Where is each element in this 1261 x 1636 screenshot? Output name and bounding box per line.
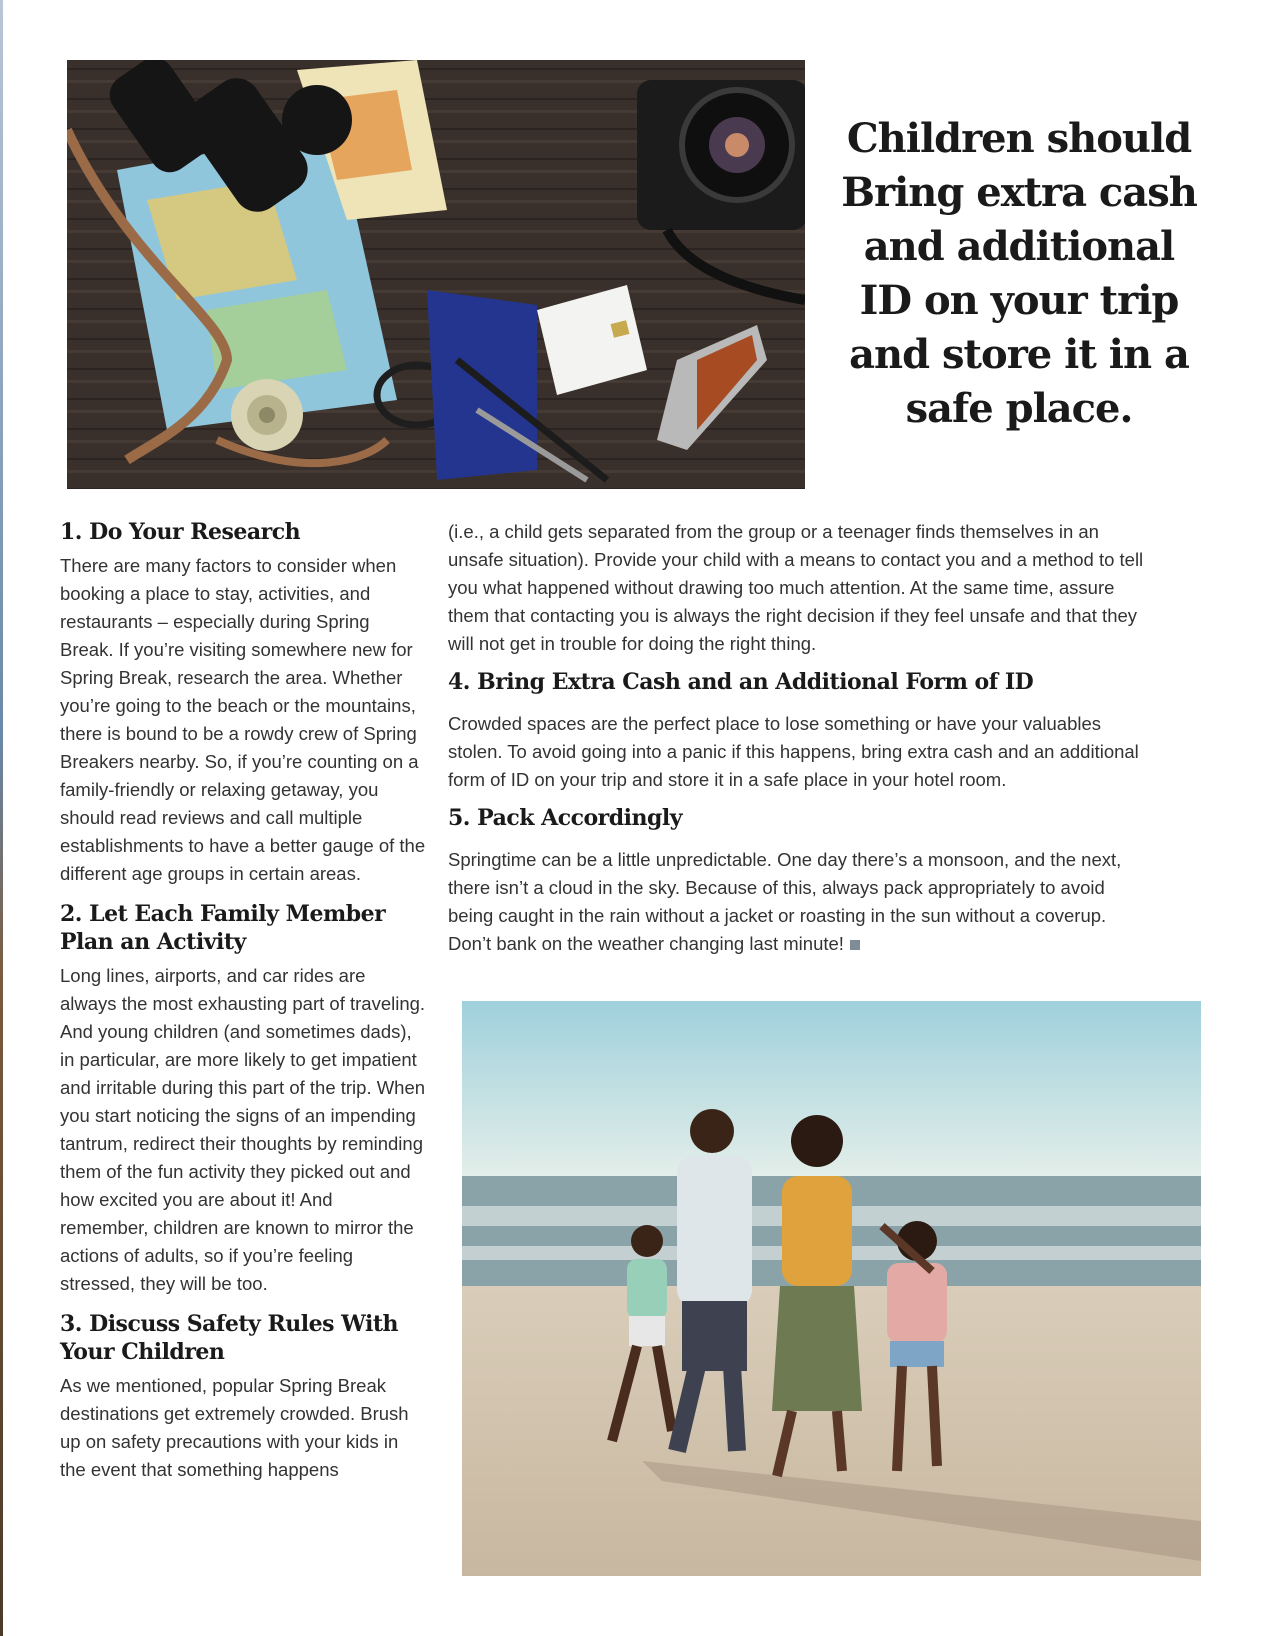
- travel-items-illustration: [67, 60, 805, 489]
- section-body-research: There are many factors to consider when booking a place to stay, activities, and restaurants – especially during Spring Break. If you’re visiting somewhere new for Spring Break, research the area. Whether you’re going to the beach or the mountains, there is bound to be a rowdy crew of Spring Breakers nearby. So, if you’re counting on a family-friendly or relaxing getaway, you should read reviews and call multiple establishments to have a better gauge of the different age groups in certain areas.: [60, 555, 426, 884]
- section-body-activity: Long lines, airports, and car rides are always the most exhausting part of traveling. And young children (and sometimes dads), in particular, are more likely to get impatient and irritable during this part of the trip. When you start noticing the signs of an impending tantrum, redirect their thoughts by reminding them of the fun activity they picked out and how excited you are about it! And remember, children are known to mirror the actions of adults, so if you’re feeling stressed, they will be too.: [60, 965, 426, 1294]
- section-heading-pack: 5. Pack Accordingly: [448, 805, 683, 831]
- section-heading-cash-id: 4. Bring Extra Cash and an Additional Form of ID: [448, 669, 1034, 695]
- section-heading-research: 1. Do Your Research: [60, 519, 301, 545]
- end-of-article-mark: [850, 940, 860, 950]
- section-body-safety: As we mentioned, popular Spring Break destinations get extremely crowded. Brush up on safety precautions with your kids in the event that something happens: [60, 1375, 409, 1480]
- section-body-pack: [448, 846, 1148, 958]
- section-body-cash-id: Crowded spaces are the perfect place to lose something or have your valuables stolen. To avoid going into a panic if this happens, bring extra cash and an additional form of ID on your trip and store it in a safe place in your hotel room.: [448, 713, 1139, 790]
- family-beach-illustration: [462, 1001, 1201, 1576]
- left-column: [60, 518, 426, 1496]
- right-column: [448, 518, 1148, 962]
- section-body-safety-continued: (i.e., a child gets separated from the group or a teenager finds themselves in an unsafe situation). Provide your child with a means to contact you and a method to tell you what happened without drawing too much attention. At the same time, assure them that contacting you is always the right decision if they feel unsafe and that they will not get in trouble for doing the right thing.: [448, 521, 1144, 654]
- pull-quote: Children should Bring extra cash and additional ID on your trip and store it in a safe place.: [841, 115, 1197, 432]
- family-beach-photo: [462, 1001, 1201, 1576]
- travel-items-photo: [67, 60, 805, 489]
- section-heading-activity: 2. Let Each Family Member Plan an Activity: [60, 901, 386, 955]
- page-edge-strip: [0, 0, 3, 1636]
- section-heading-safety: 3. Discuss Safety Rules With Your Children: [60, 1311, 398, 1365]
- section-body-pack-text: Springtime can be a little unpredictable. One day there’s a monsoon, and the next, there isn’t a cloud in the sky. Because of this, always pack appropriately to avoid being caught in the rain without a jacket or roasting in the sun without a coverup. Don’t bank on the weather changing last minute!: [448, 849, 1122, 954]
